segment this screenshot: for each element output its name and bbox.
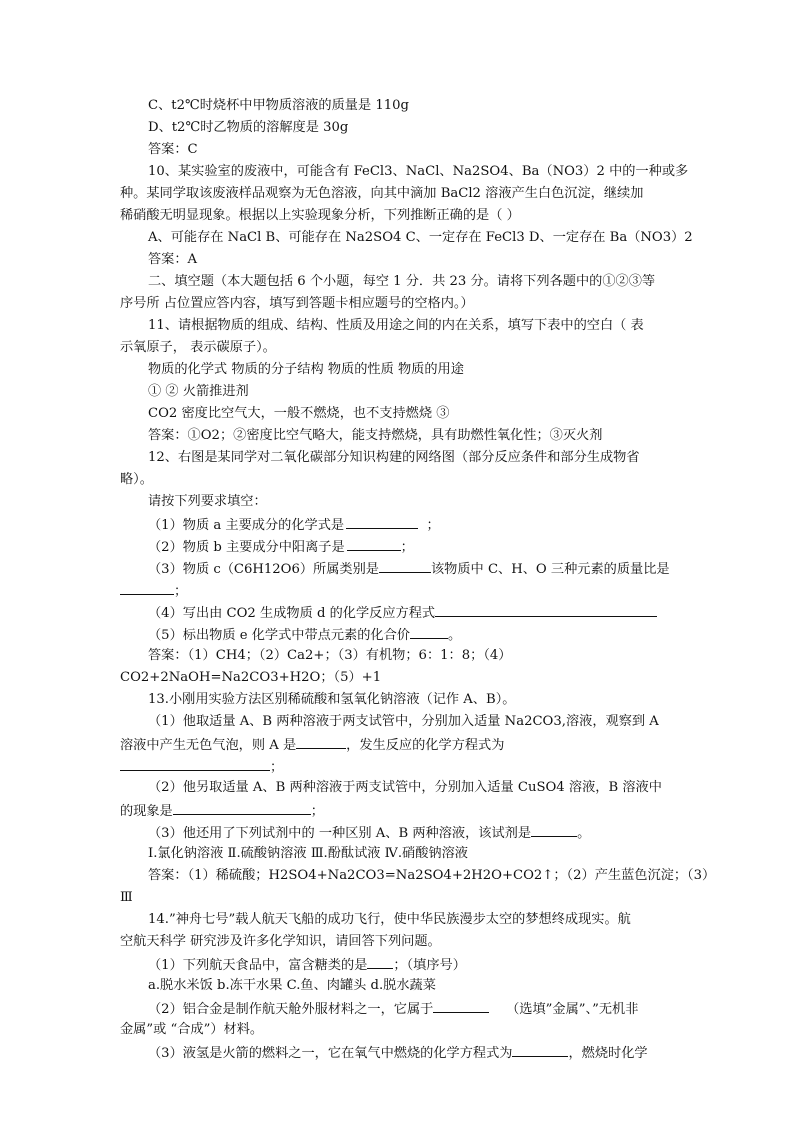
q13-reagent-options: Ⅰ.氯化钠溶液 Ⅱ.硫酸钠溶液 Ⅲ.酚酞试液 Ⅳ.硝酸钠溶液 [148, 846, 468, 861]
q11-table-header: 物质的化学式 物质的分子结构 物质的性质 物质的用途 [148, 362, 464, 377]
answer-12-line-2: CO2+2NaOH=Na2CO3+H2O；（5）+1 [120, 670, 382, 685]
q12-item-3-text-a: （3）物质 c（C6H12O6）所属类别是 [148, 562, 379, 577]
answer-11: 答案：①O2；②密度比空气略大，能支持燃烧，具有助燃性氧化性；③灭火剂 [148, 428, 603, 443]
q11-table-row-2: CO2 密度比空气大，一般不燃烧，也不支持燃烧 ③ [148, 406, 450, 421]
q12-item-2 [148, 538, 414, 556]
q12-item-5-period: 。 [447, 628, 462, 643]
q14-item-2-text-a: （2）铝合金是制作航天舱外服材料之一，它属于 [148, 1002, 434, 1017]
q14-blank-2[interactable] [433, 1000, 489, 1013]
q12-instruction: 请按下列要求填空： [148, 494, 267, 509]
q12-item-3-cont [120, 582, 187, 600]
q12-blank-1[interactable] [346, 516, 418, 529]
q14-item-3 [148, 1044, 648, 1062]
q12-blank-4[interactable] [120, 582, 174, 595]
q14-item-2-cont: 金属”或 “合成”）材料。 [120, 1022, 264, 1037]
q13-item-3-period: 。 [577, 826, 591, 841]
section-2-heading: 二、填空题（本大题包括 6 个小题，每空 1 分．共 23 分。请将下列各题中的①②③等 [148, 274, 656, 289]
q13-blank-3[interactable] [173, 802, 311, 815]
section-2-heading-cont: 序号所 占位置应答内容，填写到答题卡相应题号的空格内。） [120, 296, 474, 311]
q10-line-1: 10、某实验室的废液中，可能含有 FeCl3、NaCl、Na2SO4、Ba（NO3）2 中的一种或多 [148, 164, 689, 179]
q13-item-2-text: 的现象是 [120, 804, 173, 819]
q12-item-1-text: （1）物质 a 主要成分的化学式是 [148, 518, 345, 533]
q12-item-2-semicolon: ； [400, 540, 414, 555]
q14-item-2-text-b: （选填”金属”、”无机非 [506, 1002, 639, 1017]
option-d: D、t2℃时乙物质的溶解度是 30g [148, 120, 349, 135]
q13-blank-1[interactable] [296, 736, 346, 749]
q13-item-1-text-b: ，发生反应的化学方程式为 [346, 738, 505, 753]
q14-food-options: a.脱水米饭 b.冻干水果 C.鱼、肉罐头 d.脱水蔬菜 [148, 978, 436, 993]
q13-item-1-cont-2 [120, 758, 283, 776]
q14-item-2 [148, 1000, 638, 1018]
q12-item-4 [148, 604, 657, 622]
q12-item-3 [148, 560, 670, 578]
answer-13: 答案：（1）稀硫酸；H2SO4+Na2CO3=Na2SO4+2H2O+CO2↑；（2）产生蓝色沉淀；（3） [148, 868, 716, 883]
q14-blank-1[interactable] [367, 956, 393, 969]
q12-line-2: 略）。 [120, 472, 153, 487]
q12-line-1: 12、右图是某同学对二氧化碳部分知识构建的网络图（部分反应条件和部分生成物省 [148, 450, 640, 465]
q10-line-2: 种。某同学取该废液样品观察为无色溶液，向其中滴加 BaCl2 溶液产生白色沉淀，继续加 [120, 186, 644, 201]
answer-10: 答案：A [148, 252, 198, 267]
q14-item-1-text-a: （1）下列航天食品中，富含糖类的是 [148, 958, 368, 973]
answer-9: 答案：C [148, 142, 198, 157]
q10-line-3: 稀硝酸无明显现象。根据以上实验现象分析，下列推断正确的是（ ） [120, 208, 520, 223]
q12-item-5 [148, 626, 461, 644]
q13-blank-4[interactable] [531, 824, 577, 837]
q13-item-1-cont [120, 736, 504, 754]
q14-item-1-text-b: ；（填序号） [393, 958, 466, 973]
q13-item-1-text-a: 溶液中产生无色气泡，则 A 是 [120, 738, 297, 753]
q12-item-3-text-b: 该物质中 C、H、O 三种元素的质量比是 [431, 562, 670, 577]
q12-item-4-text: （4）写出由 CO2 生成物质 d 的化学反应方程式 [148, 606, 436, 621]
q14-item-1 [148, 956, 466, 974]
q14-item-3-text-a: （3）液氢是火箭的燃料之一，它在氧气中燃烧的化学方程式为 [148, 1046, 513, 1061]
q13-title: 13.小刚用实验方法区别稀硫酸和氢氧化钠溶液（记作 A、B）。 [148, 692, 516, 707]
q13-item-1: （1）他取适量 A、B 两种溶液于两支试管中，分别加入适量 Na2CO3,溶液，观察到 A [148, 714, 659, 729]
q12-item-1-semicolon: ； [426, 518, 440, 533]
q13-item-2-semicolon: ； [310, 804, 324, 819]
answer-13-cont: Ⅲ [120, 890, 133, 905]
q11-table-row-1: ① ② 火箭推进剂 [148, 384, 249, 399]
q13-item-2-cont [120, 802, 324, 820]
q12-item-5-text: （5）标出物质 e 化学式中带点元素的化合价 [148, 628, 410, 643]
q12-item-3-semicolon: ； [174, 584, 188, 599]
q13-item-1-semicolon: ； [270, 760, 284, 775]
q14-blank-3[interactable] [512, 1044, 568, 1057]
q11-line-1: 11、请根据物质的组成、结构、性质及用途之间的内在关系，填写下表中的空白（ 表 [148, 318, 644, 333]
q11-line-2: 示氧原子， 表示碳原子）。 [120, 340, 276, 355]
q13-item-3 [148, 824, 590, 842]
q10-options: A、可能存在 NaCl B、可能存在 Na2SO4 C、一定存在 FeCl3 D、一定存在 Ba（NO3）2 [148, 230, 693, 245]
q13-item-3-text: （3）他还用了下列试剂中的 一种区别 A、B 两种溶液，该试剂是 [148, 826, 532, 841]
q12-blank-3[interactable] [379, 560, 431, 573]
q14-line-1: 14.”神舟七号”载人航天飞船的成功飞行，使中华民族漫步太空的梦想终成现实。航 [148, 912, 631, 927]
q14-item-3-text-b: ，燃烧时化学 [568, 1046, 648, 1061]
q12-item-1 [148, 516, 440, 534]
q12-blank-2[interactable] [347, 538, 401, 551]
q12-blank-6[interactable] [410, 626, 448, 639]
q12-blank-5[interactable] [435, 604, 657, 617]
q14-line-2: 空航天科学 研究涉及许多化学知识，请回答下列问题。 [120, 934, 441, 949]
q13-item-2: （2）他另取适量 A、B 两种溶液于两支试管中，分别加入适量 CuSO4 溶液，B 溶液中 [148, 780, 662, 795]
option-c: C、t2℃时烧杯中甲物质溶液的质量是 110g [148, 98, 409, 113]
answer-12-line-1: 答案：（1）CH4；（2）Ca2+；（3）有机物；6：1：8；（4） [148, 648, 512, 663]
q13-blank-2[interactable] [120, 758, 270, 771]
q12-item-2-text: （2）物质 b 主要成分中阳离子是 [148, 540, 345, 555]
